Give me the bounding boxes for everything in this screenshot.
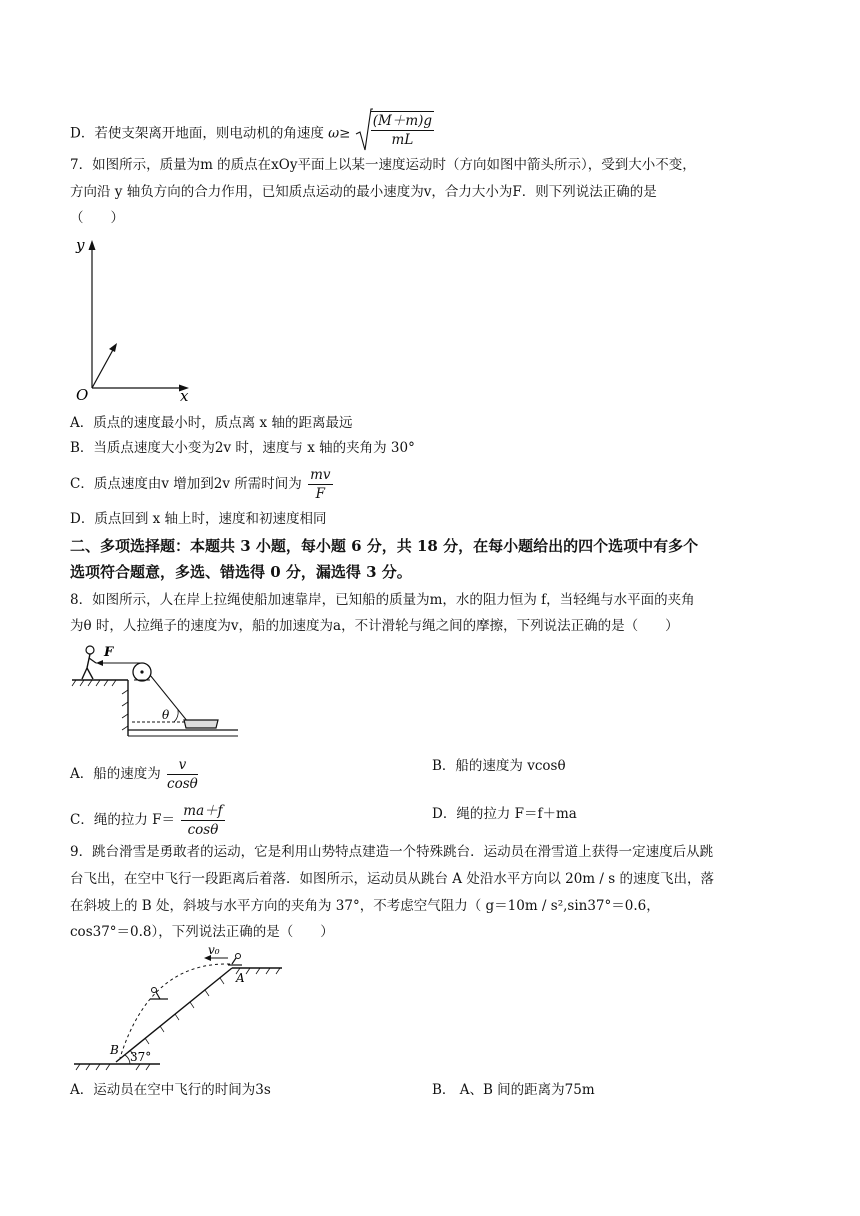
q7-option-a: A．质点的速度最小时，质点离 x 轴的距离最远: [70, 415, 353, 431]
q6-sqrt: [355, 108, 436, 152]
q7-option-c-numerator: mv: [310, 467, 331, 483]
q9-stem-line1: 9．跳台滑雪是勇敢者的运动，它是利用山势特点建造一个特殊跳台．运动员在滑雪道上获得一定速度后从跳: [70, 844, 714, 860]
q8-option-c-numerator: ma＋f: [183, 803, 223, 819]
q7-option-c-fraction: [308, 466, 332, 503]
x-axis-label: x: [180, 387, 189, 404]
v0-label: v₀: [208, 944, 220, 957]
q8-option-c: [70, 802, 227, 839]
q9-option-b: B． A、B 间的距离为75m: [432, 1082, 595, 1098]
q6-option-d-text: D．若使支架离开地面，则电动机的角速度: [70, 125, 324, 142]
force-label: F: [104, 645, 114, 660]
q6-fraction-numerator: (M＋m)g: [372, 113, 433, 129]
q8-option-c-denominator: cosθ: [187, 822, 219, 838]
q7-stem-line3: （ ）: [70, 210, 124, 226]
q7-option-c-denominator: F: [315, 486, 325, 502]
q7-option-c: [70, 466, 335, 503]
q6-fraction-denominator: mL: [391, 132, 414, 148]
q8-option-c-text: C．绳的拉力 F＝: [70, 812, 175, 828]
q8-option-a-fraction: [167, 756, 198, 793]
q7-stem-line2: 方向沿 y 轴负方向的合力作用，已知质点运动的最小速度为v，合力大小为F．则下列说法正确的是: [70, 184, 657, 200]
sqrt-sign-icon: [355, 108, 373, 152]
section-2-heading-line2: 选项符合题意，多选、错选得 0 分，漏选得 3 分。: [70, 563, 412, 581]
q9-stem-line4: cos37°＝0.8），下列说法正确的是（ ）: [70, 924, 334, 940]
q8-stem-line2: 为θ 时，人拉绳子的速度为v，船的加速度为a，不计滑轮与绳之间的摩擦，下列说法正确的是（ ）: [70, 618, 679, 634]
q6-option-d-symbol: ω≥: [328, 125, 351, 142]
q8-option-a: [70, 756, 200, 793]
q9-stem-line2: 台飞出，在空中飞行一段距离后着落．如图所示，运动员从跳台 A 处沿水平方向以 20m / s 的速度飞出，落: [70, 871, 714, 887]
angle-37-label: 37°: [130, 1050, 152, 1064]
y-axis-label: y: [76, 236, 85, 254]
point-b-label: B: [110, 1043, 119, 1057]
q8-option-b: B．船的速度为 vcosθ: [432, 758, 566, 774]
q7-stem-line1: 7．如图所示，质量为m 的质点在xOy平面上以某一速度运动时（方向如图中箭头所示），受到大小不变，: [70, 157, 696, 173]
q8-option-d: D．绳的拉力 F＝f＋ma: [432, 806, 577, 822]
q7-axes-figure: [70, 234, 210, 404]
point-a-label: A: [236, 971, 245, 985]
origin-label: O: [76, 386, 89, 404]
q9-option-a: A．运动员在空中飞行的时间为3s: [70, 1082, 271, 1098]
q8-option-a-numerator: v: [167, 756, 198, 775]
q8-option-a-text: A．船的速度为: [70, 766, 161, 782]
section-2-heading-line1: 二、多项选择题：本题共 3 小题，每小题 6 分，共 18 分，在每小题给出的四个选项中有多个: [70, 537, 699, 555]
q8-stem-line1: 8．如图所示，人在岸上拉绳使船加速靠岸，已知船的质量为m，水的阻力恒为 f，当轻绳与水平面的夹角: [70, 592, 695, 608]
q8-option-a-denominator: cosθ: [167, 776, 198, 792]
q6-option-d: [70, 112, 436, 156]
q7-option-c-text: C．质点速度由v 增加到2v 所需时间为: [70, 476, 302, 492]
q8-option-c-fraction: [181, 802, 224, 839]
q8-boat-pulley-figure: [70, 642, 240, 742]
q7-option-b: B．当质点速度大小变为2v 时，速度与 x 轴的夹角为 30°: [70, 440, 415, 456]
q9-stem-line3: 在斜坡上的 B 处，斜坡与水平方向的夹角为 37°，不考虑空气阻力（ g＝10m / s²,sin37°＝0.6，: [70, 898, 660, 914]
q7-option-d: D．质点回到 x 轴上时，速度和初速度相同: [70, 511, 327, 527]
q9-ski-jump-figure: [70, 944, 290, 1074]
theta-label: θ: [162, 708, 170, 722]
